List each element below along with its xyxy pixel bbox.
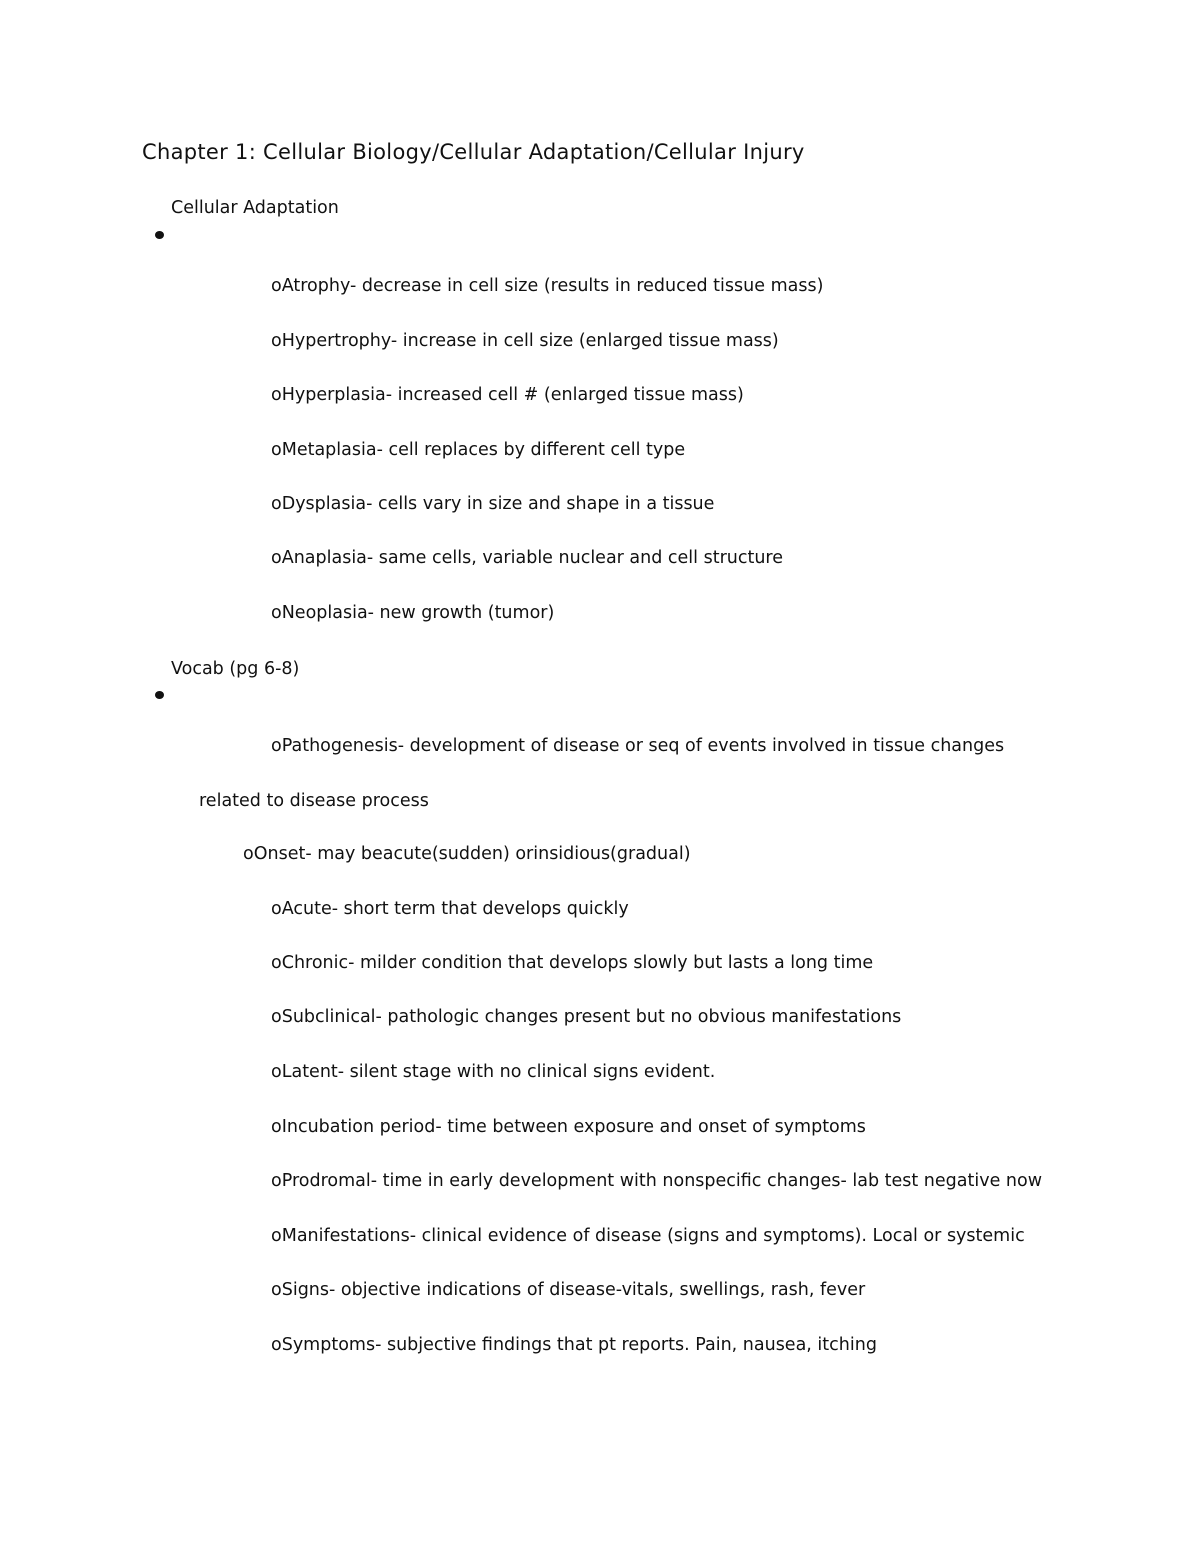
list-marker: o: [271, 276, 282, 296]
list-item-text: Onset- may beacute(sudden) orinsidious(gradual): [253, 844, 691, 864]
page-title: Chapter 1: Cellular Biology/Cellular Adaptation/Cellular Injury: [142, 140, 805, 164]
list-item: [271, 274, 823, 298]
list-item-text: Dysplasia- cells vary in size and shape in a tissue: [281, 494, 715, 514]
list-item-text: Pathogenesis- development of disease or seq of events involved in tissue changes: [281, 736, 1005, 756]
list-item: [271, 1333, 877, 1357]
list-item: [271, 1060, 715, 1084]
list-item-text: Atrophy- decrease in cell size (results in reduced tissue mass): [281, 276, 824, 296]
list-item-text: Latent- silent stage with no clinical signs evident.: [281, 1062, 716, 1082]
list-item-continuation: [199, 789, 429, 813]
list-marker: o: [271, 1335, 282, 1355]
list-item: [271, 601, 554, 625]
list-item: [271, 1224, 1025, 1248]
section-heading-vocab: Vocab (pg 6-8): [171, 659, 300, 679]
list-item: [271, 1278, 865, 1302]
list-item-text: Signs- objective indications of disease-vitals, swellings, rash, fever: [281, 1280, 866, 1300]
list-item-text: Manifestations- clinical evidence of disease (signs and symptoms). Local or systemic: [281, 1226, 1025, 1246]
list-item-text: Anaplasia- same cells, variable nuclear and cell structure: [281, 548, 784, 568]
list-marker: o: [271, 736, 282, 756]
list-item-text: Incubation period- time between exposure and onset of symptoms: [281, 1117, 866, 1137]
list-item: [271, 734, 1004, 758]
list-marker: o: [271, 1007, 282, 1027]
list-marker: o: [271, 899, 282, 919]
list-item: [271, 1115, 866, 1139]
list-item-text: Hypertrophy- increase in cell size (enlarged tissue mass): [281, 331, 779, 351]
list-marker: o: [271, 1280, 282, 1300]
list-item-text: Chronic- milder condition that develops slowly but lasts a long time: [281, 953, 874, 973]
list-marker: o: [271, 603, 282, 623]
list-item: [271, 1005, 901, 1029]
list-marker: o: [271, 1171, 282, 1191]
list-item-text: Hyperplasia- increased cell # (enlarged tissue mass): [281, 385, 744, 405]
list-marker: o: [271, 494, 282, 514]
list-item-text: Symptoms- subjective findings that pt reports. Pain, nausea, itching: [281, 1335, 877, 1355]
section-heading-cellular-adaptation: Cellular Adaptation: [171, 198, 339, 218]
list-marker: o: [271, 1117, 282, 1137]
list-item: [271, 438, 685, 462]
list-marker: o: [271, 548, 282, 568]
list-item: [243, 842, 691, 866]
list-item-text: related to disease process: [199, 791, 429, 811]
list-item: [271, 492, 714, 516]
list-item-text: Subclinical- pathologic changes present but no obvious manifestations: [281, 1007, 902, 1027]
list-marker: o: [271, 953, 282, 973]
list-item: [271, 329, 779, 353]
bullet-icon: [155, 691, 164, 699]
list-marker: o: [271, 331, 282, 351]
list-marker: o: [271, 385, 282, 405]
list-item-text: Prodromal- time in early development with nonspecific changes- lab test negative now: [281, 1171, 1043, 1191]
list-marker: o: [271, 1062, 282, 1082]
list-marker: o: [271, 1226, 282, 1246]
list-item: [271, 951, 873, 975]
list-item: [271, 1169, 1042, 1193]
list-item: [271, 897, 629, 921]
list-item-text: Metaplasia- cell replaces by different cell type: [281, 440, 686, 460]
list-item-text: Neoplasia- new growth (tumor): [281, 603, 555, 623]
list-item: [271, 383, 744, 407]
bullet-icon: [155, 231, 164, 239]
list-item: [271, 546, 783, 570]
list-marker: o: [243, 844, 254, 864]
list-item-text: Acute- short term that develops quickly: [281, 899, 629, 919]
list-marker: o: [271, 440, 282, 460]
